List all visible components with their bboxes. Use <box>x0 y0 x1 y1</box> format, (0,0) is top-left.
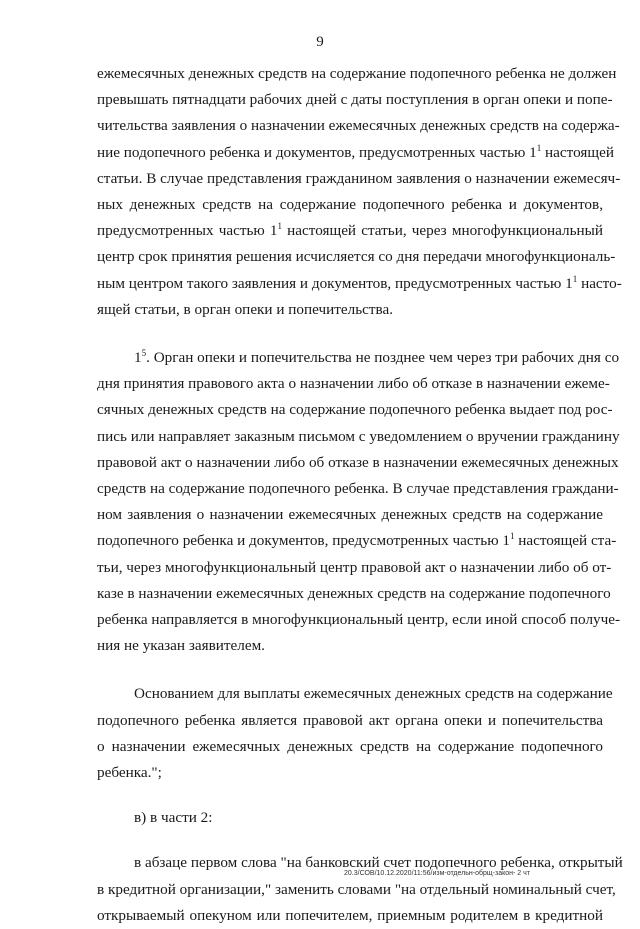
text-line <box>97 450 619 476</box>
text-segment: ребенка направляется в многофункциональный центр, если иной способ получе- <box>97 611 621 629</box>
text-line <box>97 87 613 113</box>
text-segment: настоящей ста- <box>514 532 617 550</box>
text-segment: Основанием для выплаты ежемесячных денежных средств на содержание <box>134 685 613 703</box>
text-line <box>97 345 620 371</box>
text-line <box>97 528 617 554</box>
text-line <box>97 397 613 423</box>
text-segment: о назначении ежемесячных денежных средств на содержание подопечного <box>97 737 603 755</box>
text-line <box>97 903 603 929</box>
text-line <box>97 607 621 633</box>
text-segment: предусмотренных частью 1 <box>97 222 278 240</box>
text-segment: подопечного ребенка и документов, предусмотренных частью 1 <box>97 532 510 550</box>
text-line <box>97 760 603 786</box>
text-segment: ных денежных средств на содержание подопечного ребенка и документов, <box>97 196 603 214</box>
text-line <box>97 805 603 831</box>
text-segment: в) в части 2: <box>134 809 213 827</box>
text-line <box>97 581 611 607</box>
text-line <box>97 244 616 270</box>
footer-reference: 20.3/СОВ/10.12.2020/11:56/изм-отдельн-обрщ-закон- 2 чт <box>344 870 530 877</box>
text-segment: в абзаце первом слова "на банковский счет подопечного ребенка, открытый <box>134 854 623 872</box>
text-line <box>97 681 613 707</box>
text-segment: насто- <box>577 274 622 292</box>
text-line <box>97 424 620 450</box>
text-segment: центр срок принятия решения исчисляется со дня передачи многофункциональ- <box>97 248 616 266</box>
text-segment: правовой акт о назначении либо об отказе в назначении ежемесячных денежных <box>97 453 619 471</box>
text-segment: статьи. В случае представления гражданином заявления о назначении ежемесяч- <box>97 169 621 187</box>
text-segment: казе в назначении ежемесячных денежных средств на содержание подопечного <box>97 584 611 602</box>
text-line <box>97 502 603 528</box>
text-segment: в кредитной организации," заменить словами "на отдельный номинальный счет, <box>97 880 616 898</box>
text-segment: пись или направляет заказным письмом с уведомлением о вручении гражданину <box>97 427 620 445</box>
text-segment: ным центром такого заявления и документов, предусмотренных частью 1 <box>97 274 573 292</box>
superscript: 5 <box>141 348 147 359</box>
text-line <box>97 734 603 760</box>
text-line <box>97 877 616 903</box>
text-line <box>97 633 603 659</box>
paragraph-gap <box>97 659 603 681</box>
text-segment: ном заявления о назначении ежемесячных денежных средств на содержание <box>97 506 603 524</box>
text-segment: ние подопечного ребенка и документов, предусмотренных частью 1 <box>97 143 537 161</box>
text-line <box>97 555 612 581</box>
text-segment: ежемесячных денежных средств на содержание подопечного ребенка не должен <box>97 65 617 82</box>
text-line <box>97 271 622 297</box>
text-segment: настоящей статьи, через многофункциональный <box>282 222 603 240</box>
text-segment: дня принятия правового акта о назначении либо об отказе в назначении ежеме- <box>97 375 610 393</box>
text-segment: 1 <box>134 349 142 367</box>
text-line <box>97 192 603 218</box>
page-number: 9 <box>316 34 324 50</box>
superscript: 1 <box>277 221 282 232</box>
superscript: 1 <box>536 142 542 153</box>
text-line <box>97 61 617 87</box>
text-segment: ящей статьи, в орган опеки и попечительства. <box>97 300 394 318</box>
text-segment: подопечного ребенка является правовой акт органа опеки и попечительства <box>97 711 603 729</box>
paragraph-gap <box>97 323 603 345</box>
text-line <box>97 140 614 166</box>
text-segment: ния не указан заявителем. <box>97 637 265 655</box>
text-segment: настоящей <box>541 143 614 161</box>
text-segment: чительства заявления о назначении ежемесячных денежных средств на содержа- <box>97 117 620 135</box>
superscript: 1 <box>509 531 515 542</box>
text-line <box>97 218 603 244</box>
text-segment: открываемый опекуном или попечителем, приемным родителем в кредитной <box>97 906 603 924</box>
superscript: 1 <box>572 273 578 284</box>
text-segment: сячных денежных средств на содержание подопечного ребенка выдает под рос- <box>97 401 613 419</box>
text-segment: ребенка."; <box>97 764 162 782</box>
text-line <box>97 476 619 502</box>
text-line <box>97 113 620 139</box>
text-segment: тьи, через многофункциональный центр правовой акт о назначении либо об от- <box>97 558 612 576</box>
paragraph-gap <box>97 831 603 850</box>
text-line <box>97 297 603 323</box>
text-line <box>97 166 621 192</box>
text-segment: превышать пятнадцати рабочих дней с даты поступления в орган опеки и попе- <box>97 91 613 109</box>
text-line <box>97 708 603 734</box>
paragraph-gap <box>97 786 603 805</box>
document-body <box>97 61 623 929</box>
text-segment: средств на содержание подопечного ребенка. В случае представления граждани- <box>97 480 619 498</box>
text-line <box>97 371 610 397</box>
text-segment: . Орган опеки и попечительства не позднее чем через три рабочих дня со <box>146 349 620 367</box>
